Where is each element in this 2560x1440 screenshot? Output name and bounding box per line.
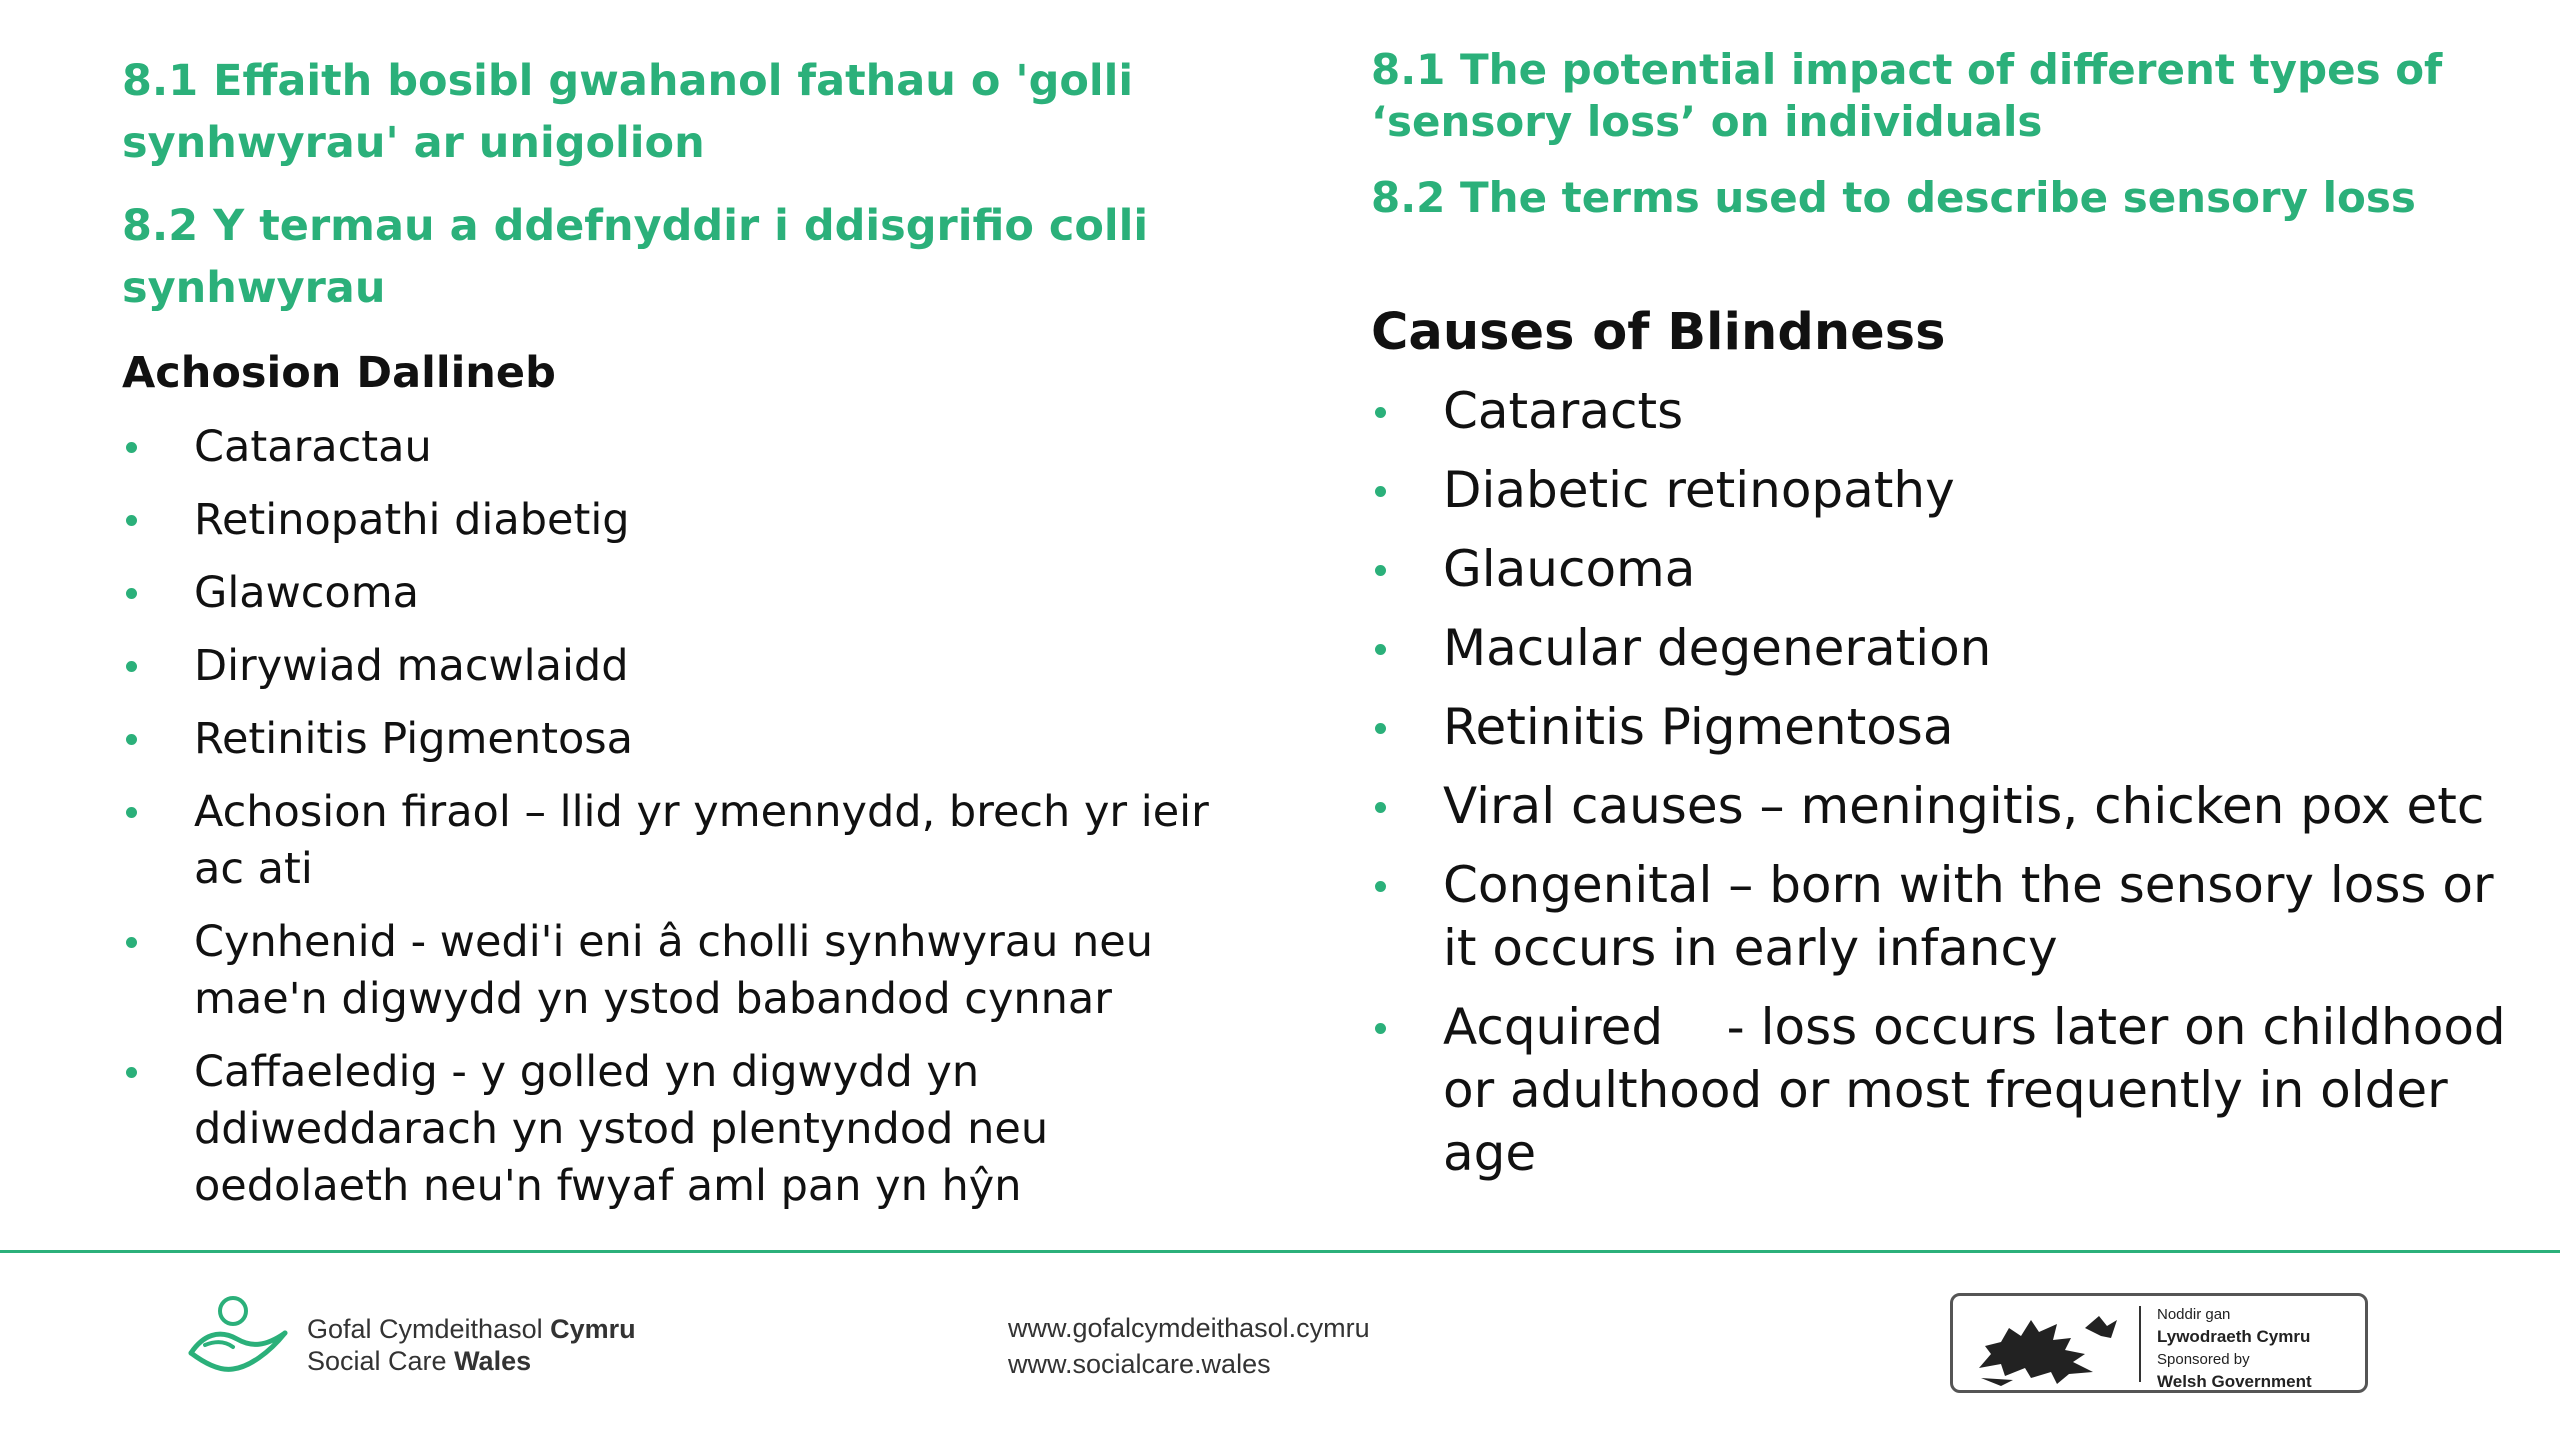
- english-heading-8-2: 8.2 The terms used to describe sensory loss: [1371, 173, 2416, 222]
- sponsor-line-3: Sponsored by: [2157, 1351, 2250, 1368]
- list-item: [122, 711, 1262, 768]
- welsh-heading-8-1: 8.1 Effaith bosibl gwahanol fathau o 'golli synhwyrau' ar unigolion: [122, 56, 1134, 168]
- english-causes-list: [1371, 380, 2522, 1185]
- footer-divider: [0, 1250, 2560, 1253]
- sponsor-text: [2157, 1304, 2312, 1394]
- bullet-icon: [1375, 802, 1386, 813]
- list-item: [1371, 617, 2511, 680]
- organisation-name-welsh: [307, 1313, 636, 1345]
- list-item: [122, 784, 1262, 898]
- org-name-welsh-part: Gofal Cymdeithasol: [307, 1314, 551, 1344]
- list-item-text: Viral causes – meningitis, chicken pox etc: [1443, 777, 2485, 835]
- bullet-icon: [126, 807, 137, 818]
- list-item: [122, 914, 1262, 1028]
- bullet-icon: [1375, 486, 1386, 497]
- list-item: [1371, 459, 2511, 522]
- organisation-name-english: [307, 1345, 636, 1377]
- english-column: [1371, 44, 2522, 1185]
- list-item-text: Achosion firaol – llid yr ymennydd, brech yr ieir ac ati: [194, 787, 1209, 894]
- list-item: [1371, 854, 2511, 980]
- list-item: [1371, 775, 2511, 838]
- bullet-icon: [126, 588, 137, 599]
- sponsor-line-4: Welsh Government: [2157, 1372, 2312, 1391]
- bullet-icon: [1375, 407, 1386, 418]
- list-item-text: Dirywiad macwlaidd: [194, 641, 629, 691]
- bullet-icon: [126, 937, 137, 948]
- list-item-text: Cataractau: [194, 422, 432, 472]
- english-subheading: Causes of Blindness: [1371, 303, 1946, 362]
- bullet-icon: [126, 442, 137, 453]
- welsh-subheading: Achosion Dallineb: [122, 348, 556, 398]
- welsh-column: [122, 50, 1262, 1215]
- org-name-english-part: Social Care: [307, 1346, 455, 1376]
- list-item-text: Cynhenid - wedi'i eni â cholli synhwyrau neu mae'n digwydd yn ystod babandod cynnar: [194, 917, 1154, 1024]
- bullet-icon: [1375, 881, 1386, 892]
- english-heading-8-1: 8.1 The potential impact of different types of ‘sensory loss’ on individuals: [1371, 45, 2443, 146]
- list-item-text: Congenital – born with the sensory loss or it occurs in early infancy: [1443, 856, 2494, 977]
- list-item: [122, 638, 1262, 695]
- list-item-text: Cataracts: [1443, 382, 1684, 440]
- sponsor-line-1: Noddir gan: [2157, 1306, 2231, 1323]
- welsh-dragon-icon: [1961, 1298, 2131, 1390]
- list-item-text: Acquired - loss occurs later on childhood or adulthood or most frequently in older age: [1443, 998, 2522, 1182]
- list-item: [122, 492, 1262, 549]
- social-care-wales-logo-icon: [185, 1295, 297, 1385]
- bullet-icon: [126, 515, 137, 526]
- footer-urls: [1008, 1310, 1370, 1382]
- url-welsh[interactable]: www.gofalcymdeithasol.cymru: [1008, 1313, 1370, 1343]
- org-name-english-bold: Wales: [454, 1346, 532, 1376]
- bullet-icon: [1375, 1023, 1386, 1034]
- list-item-text: Glawcoma: [194, 568, 419, 618]
- url-english[interactable]: www.socialcare.wales: [1008, 1349, 1271, 1379]
- list-item: [1371, 696, 2511, 759]
- welsh-government-sponsor-badge: [1950, 1293, 2368, 1393]
- bullet-icon: [126, 1067, 137, 1078]
- bullet-icon: [126, 661, 137, 672]
- list-item: [1371, 538, 2511, 601]
- bullet-icon: [1375, 723, 1386, 734]
- list-item: [1371, 380, 2511, 443]
- bullet-icon: [1375, 565, 1386, 576]
- list-item-text: Macular degeneration: [1443, 619, 1992, 677]
- list-item: [122, 565, 1262, 622]
- list-item-text: Caffaeledig - y golled yn digwydd yn ddiweddarach yn ystod plentyndod neu oedolaeth neu'n fwyaf aml pan yn hŷn: [194, 1047, 1049, 1211]
- list-item: [1371, 996, 2522, 1185]
- list-item-text: Retinitis Pigmentosa: [194, 714, 634, 764]
- list-item-text: Retinitis Pigmentosa: [1443, 698, 1954, 756]
- sponsor-line-2: Lywodraeth Cymru: [2157, 1327, 2311, 1346]
- list-item-text: Diabetic retinopathy: [1443, 461, 1955, 519]
- list-item: [122, 419, 1262, 476]
- org-name-welsh-bold: Cymru: [550, 1314, 636, 1344]
- bullet-icon: [126, 734, 137, 745]
- organisation-name: [307, 1313, 636, 1377]
- social-care-wales-logo: [185, 1295, 715, 1385]
- welsh-heading-8-2: 8.2 Y termau a ddefnyddir i ddisgrifio colli synhwyrau: [122, 201, 1149, 313]
- welsh-causes-list: [122, 419, 1262, 1215]
- list-item: [122, 1044, 1262, 1215]
- sponsor-divider: [2139, 1306, 2141, 1382]
- list-item-text: Glaucoma: [1443, 540, 1696, 598]
- bullet-icon: [1375, 644, 1386, 655]
- list-item-text: Retinopathi diabetig: [194, 495, 630, 545]
